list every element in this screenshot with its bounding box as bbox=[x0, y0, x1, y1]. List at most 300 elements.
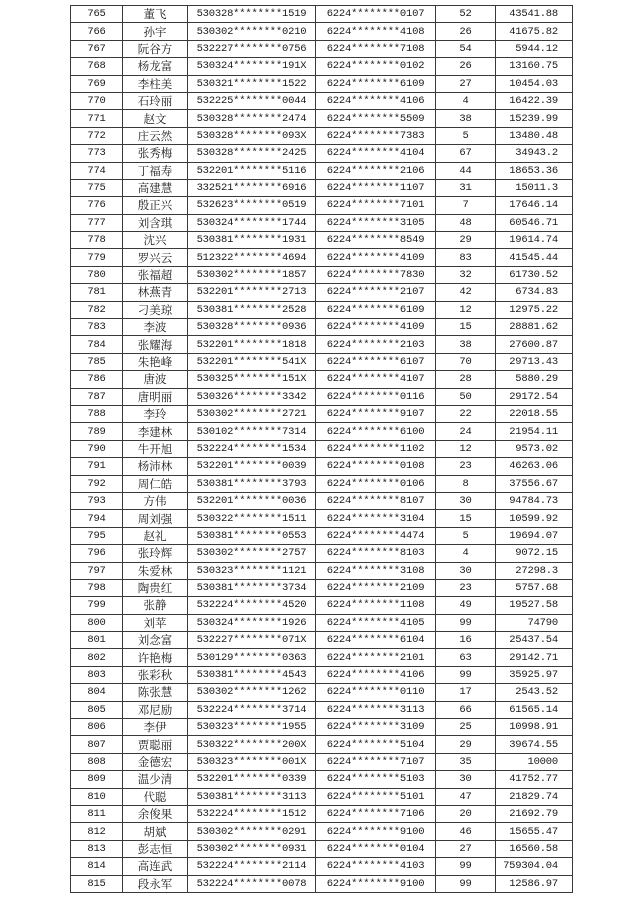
card-number-cell: 6224********2107 bbox=[316, 284, 436, 301]
table-row bbox=[71, 232, 573, 249]
id-number-cell: 530328********2425 bbox=[188, 145, 316, 162]
card-number-cell: 6224********3108 bbox=[316, 562, 436, 579]
name-cell: 彭志恒 bbox=[123, 840, 188, 857]
row-number-cell: 772 bbox=[71, 127, 123, 144]
count-cell: 42 bbox=[436, 284, 496, 301]
name-cell: 余俊果 bbox=[123, 805, 188, 822]
row-number-cell: 788 bbox=[71, 405, 123, 422]
id-number-cell: 530328********093X bbox=[188, 127, 316, 144]
card-number-cell: 6224********9100 bbox=[316, 875, 436, 892]
row-number-cell: 781 bbox=[71, 284, 123, 301]
id-number-cell: 530321********1522 bbox=[188, 75, 316, 92]
card-number-cell: 6224********6104 bbox=[316, 632, 436, 649]
amount-cell: 39674.55 bbox=[496, 736, 573, 753]
row-number-cell: 812 bbox=[71, 823, 123, 840]
table-row bbox=[71, 614, 573, 631]
amount-cell: 41752.77 bbox=[496, 771, 573, 788]
table-row bbox=[71, 388, 573, 405]
amount-cell: 29172.54 bbox=[496, 388, 573, 405]
row-number-cell: 805 bbox=[71, 701, 123, 718]
card-number-cell: 6224********3109 bbox=[316, 719, 436, 736]
amount-cell: 27600.87 bbox=[496, 336, 573, 353]
row-number-cell: 794 bbox=[71, 510, 123, 527]
amount-cell: 25437.54 bbox=[496, 632, 573, 649]
name-cell: 高建慧 bbox=[123, 179, 188, 196]
count-cell: 17 bbox=[436, 684, 496, 701]
table-row bbox=[71, 736, 573, 753]
card-number-cell: 6224********0104 bbox=[316, 840, 436, 857]
id-number-cell: 532224********3714 bbox=[188, 701, 316, 718]
row-number-cell: 771 bbox=[71, 110, 123, 127]
name-cell: 刁美琼 bbox=[123, 301, 188, 318]
row-number-cell: 790 bbox=[71, 440, 123, 457]
count-cell: 15 bbox=[436, 319, 496, 336]
row-number-cell: 808 bbox=[71, 753, 123, 770]
id-number-cell: 532201********541X bbox=[188, 353, 316, 370]
table-row bbox=[71, 666, 573, 683]
card-number-cell: 6224********0110 bbox=[316, 684, 436, 701]
count-cell: 44 bbox=[436, 162, 496, 179]
count-cell: 99 bbox=[436, 666, 496, 683]
row-number-cell: 795 bbox=[71, 527, 123, 544]
row-number-cell: 802 bbox=[71, 649, 123, 666]
row-number-cell: 787 bbox=[71, 388, 123, 405]
id-number-cell: 530323********1955 bbox=[188, 719, 316, 736]
count-cell: 8 bbox=[436, 475, 496, 492]
amount-cell: 759304.04 bbox=[496, 858, 573, 875]
amount-cell: 12975.22 bbox=[496, 301, 573, 318]
name-cell: 李建林 bbox=[123, 423, 188, 440]
row-number-cell: 801 bbox=[71, 632, 123, 649]
id-number-cell: 512322********4694 bbox=[188, 249, 316, 266]
count-cell: 46 bbox=[436, 823, 496, 840]
card-number-cell: 6224********0108 bbox=[316, 458, 436, 475]
table-row bbox=[71, 649, 573, 666]
row-number-cell: 811 bbox=[71, 805, 123, 822]
name-cell: 刘含琪 bbox=[123, 214, 188, 231]
count-cell: 22 bbox=[436, 405, 496, 422]
amount-cell: 74790 bbox=[496, 614, 573, 631]
table-row bbox=[71, 579, 573, 596]
row-number-cell: 793 bbox=[71, 492, 123, 509]
amount-cell: 21954.11 bbox=[496, 423, 573, 440]
id-number-cell: 530324********1926 bbox=[188, 614, 316, 631]
name-cell: 贾聪丽 bbox=[123, 736, 188, 753]
row-number-cell: 774 bbox=[71, 162, 123, 179]
amount-cell: 19614.74 bbox=[496, 232, 573, 249]
table-row bbox=[71, 319, 573, 336]
amount-cell: 9072.15 bbox=[496, 545, 573, 562]
row-number-cell: 775 bbox=[71, 179, 123, 196]
card-number-cell: 6224********2101 bbox=[316, 649, 436, 666]
id-number-cell: 530302********2757 bbox=[188, 545, 316, 562]
amount-cell: 15655.47 bbox=[496, 823, 573, 840]
name-cell: 张耀海 bbox=[123, 336, 188, 353]
table-row bbox=[71, 92, 573, 109]
table-row bbox=[71, 162, 573, 179]
card-number-cell: 6224********5103 bbox=[316, 771, 436, 788]
row-number-cell: 809 bbox=[71, 771, 123, 788]
card-number-cell: 6224********5104 bbox=[316, 736, 436, 753]
row-number-cell: 786 bbox=[71, 371, 123, 388]
id-number-cell: 532224********4520 bbox=[188, 597, 316, 614]
row-number-cell: 803 bbox=[71, 666, 123, 683]
card-number-cell: 6224********6107 bbox=[316, 353, 436, 370]
table-row bbox=[71, 371, 573, 388]
count-cell: 99 bbox=[436, 858, 496, 875]
count-cell: 30 bbox=[436, 562, 496, 579]
count-cell: 83 bbox=[436, 249, 496, 266]
card-number-cell: 6224********7383 bbox=[316, 127, 436, 144]
name-cell: 陶贵红 bbox=[123, 579, 188, 596]
card-number-cell: 6224********4107 bbox=[316, 371, 436, 388]
table-row bbox=[71, 458, 573, 475]
id-number-cell: 332521********6916 bbox=[188, 179, 316, 196]
id-number-cell: 532225********0044 bbox=[188, 92, 316, 109]
card-number-cell: 6224********4109 bbox=[316, 249, 436, 266]
card-number-cell: 6224********6109 bbox=[316, 75, 436, 92]
row-number-cell: 798 bbox=[71, 579, 123, 596]
row-number-cell: 814 bbox=[71, 858, 123, 875]
table-row bbox=[71, 788, 573, 805]
row-number-cell: 777 bbox=[71, 214, 123, 231]
amount-cell: 61565.14 bbox=[496, 701, 573, 718]
card-number-cell: 6224********5509 bbox=[316, 110, 436, 127]
count-cell: 5 bbox=[436, 127, 496, 144]
name-cell: 金德宏 bbox=[123, 753, 188, 770]
table-row bbox=[71, 23, 573, 40]
table-row bbox=[71, 301, 573, 318]
table-row bbox=[71, 719, 573, 736]
id-number-cell: 530322********200X bbox=[188, 736, 316, 753]
name-cell: 朱爱林 bbox=[123, 562, 188, 579]
count-cell: 38 bbox=[436, 336, 496, 353]
name-cell: 唐波 bbox=[123, 371, 188, 388]
table-row bbox=[71, 475, 573, 492]
table-row bbox=[71, 336, 573, 353]
amount-cell: 60546.71 bbox=[496, 214, 573, 231]
id-number-cell: 530129********0363 bbox=[188, 649, 316, 666]
row-number-cell: 770 bbox=[71, 92, 123, 109]
name-cell: 赵礼 bbox=[123, 527, 188, 544]
count-cell: 52 bbox=[436, 6, 496, 23]
count-cell: 5 bbox=[436, 527, 496, 544]
id-number-cell: 530381********1931 bbox=[188, 232, 316, 249]
amount-cell: 5944.12 bbox=[496, 40, 573, 57]
amount-cell: 5880.29 bbox=[496, 371, 573, 388]
row-number-cell: 776 bbox=[71, 197, 123, 214]
id-number-cell: 532201********0036 bbox=[188, 492, 316, 509]
table-row bbox=[71, 805, 573, 822]
count-cell: 24 bbox=[436, 423, 496, 440]
table-row bbox=[71, 214, 573, 231]
count-cell: 7 bbox=[436, 197, 496, 214]
name-cell: 周刘强 bbox=[123, 510, 188, 527]
table-row bbox=[71, 75, 573, 92]
row-number-cell: 799 bbox=[71, 597, 123, 614]
row-number-cell: 773 bbox=[71, 145, 123, 162]
id-number-cell: 532224********0078 bbox=[188, 875, 316, 892]
amount-cell: 6734.83 bbox=[496, 284, 573, 301]
name-cell: 李玲 bbox=[123, 405, 188, 422]
card-number-cell: 6224********8549 bbox=[316, 232, 436, 249]
id-number-cell: 532224********2114 bbox=[188, 858, 316, 875]
id-number-cell: 530381********3113 bbox=[188, 788, 316, 805]
count-cell: 16 bbox=[436, 632, 496, 649]
amount-cell: 61730.52 bbox=[496, 266, 573, 283]
row-number-cell: 769 bbox=[71, 75, 123, 92]
table-row bbox=[71, 875, 573, 892]
count-cell: 30 bbox=[436, 492, 496, 509]
name-cell: 李波 bbox=[123, 319, 188, 336]
table-row bbox=[71, 58, 573, 75]
row-number-cell: 768 bbox=[71, 58, 123, 75]
card-number-cell: 6224********4105 bbox=[316, 614, 436, 631]
name-cell: 代聪 bbox=[123, 788, 188, 805]
table-row bbox=[71, 6, 573, 23]
card-number-cell: 6224********0102 bbox=[316, 58, 436, 75]
table-row bbox=[71, 145, 573, 162]
card-number-cell: 6224********3104 bbox=[316, 510, 436, 527]
id-number-cell: 532623********0519 bbox=[188, 197, 316, 214]
id-number-cell: 530323********001X bbox=[188, 753, 316, 770]
table-row bbox=[71, 40, 573, 57]
amount-cell: 13160.75 bbox=[496, 58, 573, 75]
id-number-cell: 530324********191X bbox=[188, 58, 316, 75]
count-cell: 50 bbox=[436, 388, 496, 405]
name-cell: 方伟 bbox=[123, 492, 188, 509]
count-cell: 99 bbox=[436, 614, 496, 631]
id-number-cell: 530326********3342 bbox=[188, 388, 316, 405]
amount-cell: 12586.97 bbox=[496, 875, 573, 892]
row-number-cell: 767 bbox=[71, 40, 123, 57]
count-cell: 31 bbox=[436, 179, 496, 196]
count-cell: 27 bbox=[436, 840, 496, 857]
amount-cell: 34943.2 bbox=[496, 145, 573, 162]
card-number-cell: 6224********6100 bbox=[316, 423, 436, 440]
name-cell: 牛开旭 bbox=[123, 440, 188, 457]
amount-cell: 46263.06 bbox=[496, 458, 573, 475]
card-number-cell: 6224********7830 bbox=[316, 266, 436, 283]
row-number-cell: 807 bbox=[71, 736, 123, 753]
amount-cell: 94784.73 bbox=[496, 492, 573, 509]
card-number-cell: 6224********7106 bbox=[316, 805, 436, 822]
count-cell: 23 bbox=[436, 458, 496, 475]
amount-cell: 5757.68 bbox=[496, 579, 573, 596]
count-cell: 28 bbox=[436, 371, 496, 388]
card-number-cell: 6224********8107 bbox=[316, 492, 436, 509]
row-number-cell: 792 bbox=[71, 475, 123, 492]
table-row bbox=[71, 684, 573, 701]
card-number-cell: 6224********4109 bbox=[316, 319, 436, 336]
amount-cell: 43541.88 bbox=[496, 6, 573, 23]
id-number-cell: 532224********1534 bbox=[188, 440, 316, 457]
name-cell: 高连武 bbox=[123, 858, 188, 875]
count-cell: 67 bbox=[436, 145, 496, 162]
data-table bbox=[70, 5, 573, 893]
amount-cell: 22018.55 bbox=[496, 405, 573, 422]
amount-cell: 18653.36 bbox=[496, 162, 573, 179]
name-cell: 张玲辉 bbox=[123, 545, 188, 562]
name-cell: 丁福寿 bbox=[123, 162, 188, 179]
id-number-cell: 530323********1121 bbox=[188, 562, 316, 579]
name-cell: 陈张慧 bbox=[123, 684, 188, 701]
id-number-cell: 530302********2721 bbox=[188, 405, 316, 422]
count-cell: 23 bbox=[436, 579, 496, 596]
card-number-cell: 6224********9100 bbox=[316, 823, 436, 840]
amount-cell: 37556.67 bbox=[496, 475, 573, 492]
count-cell: 15 bbox=[436, 510, 496, 527]
card-number-cell: 6224********4103 bbox=[316, 858, 436, 875]
name-cell: 段永军 bbox=[123, 875, 188, 892]
name-cell: 张秀梅 bbox=[123, 145, 188, 162]
name-cell: 胡斌 bbox=[123, 823, 188, 840]
count-cell: 26 bbox=[436, 58, 496, 75]
card-number-cell: 6224********2109 bbox=[316, 579, 436, 596]
row-number-cell: 765 bbox=[71, 6, 123, 23]
card-number-cell: 6224********1108 bbox=[316, 597, 436, 614]
card-number-cell: 6224********0107 bbox=[316, 6, 436, 23]
id-number-cell: 532201********0039 bbox=[188, 458, 316, 475]
card-number-cell: 6224********0106 bbox=[316, 475, 436, 492]
table-row bbox=[71, 840, 573, 857]
name-cell: 邓尼励 bbox=[123, 701, 188, 718]
name-cell: 朱艳峰 bbox=[123, 353, 188, 370]
name-cell: 石玲丽 bbox=[123, 92, 188, 109]
table-row bbox=[71, 858, 573, 875]
id-number-cell: 532201********1818 bbox=[188, 336, 316, 353]
name-cell: 张彩秋 bbox=[123, 666, 188, 683]
table-row bbox=[71, 353, 573, 370]
row-number-cell: 806 bbox=[71, 719, 123, 736]
id-number-cell: 530328********2474 bbox=[188, 110, 316, 127]
card-number-cell: 6224********7107 bbox=[316, 753, 436, 770]
id-number-cell: 532201********2713 bbox=[188, 284, 316, 301]
name-cell: 张静 bbox=[123, 597, 188, 614]
card-number-cell: 6224********6109 bbox=[316, 301, 436, 318]
table-row bbox=[71, 753, 573, 770]
count-cell: 35 bbox=[436, 753, 496, 770]
count-cell: 38 bbox=[436, 110, 496, 127]
count-cell: 66 bbox=[436, 701, 496, 718]
count-cell: 99 bbox=[436, 875, 496, 892]
id-number-cell: 530302********0210 bbox=[188, 23, 316, 40]
id-number-cell: 530102********7314 bbox=[188, 423, 316, 440]
name-cell: 温少清 bbox=[123, 771, 188, 788]
row-number-cell: 815 bbox=[71, 875, 123, 892]
count-cell: 32 bbox=[436, 266, 496, 283]
name-cell: 林燕青 bbox=[123, 284, 188, 301]
id-number-cell: 532224********1512 bbox=[188, 805, 316, 822]
amount-cell: 19527.58 bbox=[496, 597, 573, 614]
id-number-cell: 532201********5116 bbox=[188, 162, 316, 179]
name-cell: 庄云然 bbox=[123, 127, 188, 144]
amount-cell: 21692.79 bbox=[496, 805, 573, 822]
amount-cell: 10000 bbox=[496, 753, 573, 770]
name-cell: 赵文 bbox=[123, 110, 188, 127]
id-number-cell: 530381********3734 bbox=[188, 579, 316, 596]
amount-cell: 29142.71 bbox=[496, 649, 573, 666]
name-cell: 刘念富 bbox=[123, 632, 188, 649]
amount-cell: 10454.03 bbox=[496, 75, 573, 92]
name-cell: 沈兴 bbox=[123, 232, 188, 249]
amount-cell: 41675.82 bbox=[496, 23, 573, 40]
card-number-cell: 6224********7101 bbox=[316, 197, 436, 214]
table-row bbox=[71, 127, 573, 144]
amount-cell: 29713.43 bbox=[496, 353, 573, 370]
card-number-cell: 6224********0116 bbox=[316, 388, 436, 405]
id-number-cell: 530322********1511 bbox=[188, 510, 316, 527]
id-number-cell: 530381********0553 bbox=[188, 527, 316, 544]
card-number-cell: 6224********3105 bbox=[316, 214, 436, 231]
row-number-cell: 785 bbox=[71, 353, 123, 370]
count-cell: 29 bbox=[436, 232, 496, 249]
count-cell: 20 bbox=[436, 805, 496, 822]
id-number-cell: 530324********1744 bbox=[188, 214, 316, 231]
count-cell: 63 bbox=[436, 649, 496, 666]
card-number-cell: 6224********4108 bbox=[316, 23, 436, 40]
name-cell: 阮谷方 bbox=[123, 40, 188, 57]
count-cell: 26 bbox=[436, 23, 496, 40]
card-number-cell: 6224********3113 bbox=[316, 701, 436, 718]
table-row bbox=[71, 527, 573, 544]
id-number-cell: 530381********3793 bbox=[188, 475, 316, 492]
name-cell: 李柱美 bbox=[123, 75, 188, 92]
card-number-cell: 6224********1107 bbox=[316, 179, 436, 196]
amount-cell: 15239.99 bbox=[496, 110, 573, 127]
amount-cell: 27298.3 bbox=[496, 562, 573, 579]
row-number-cell: 791 bbox=[71, 458, 123, 475]
amount-cell: 15011.3 bbox=[496, 179, 573, 196]
name-cell: 周仁皓 bbox=[123, 475, 188, 492]
count-cell: 4 bbox=[436, 92, 496, 109]
count-cell: 25 bbox=[436, 719, 496, 736]
amount-cell: 16560.58 bbox=[496, 840, 573, 857]
row-number-cell: 797 bbox=[71, 562, 123, 579]
id-number-cell: 532227********071X bbox=[188, 632, 316, 649]
name-cell: 唐明丽 bbox=[123, 388, 188, 405]
count-cell: 30 bbox=[436, 771, 496, 788]
name-cell: 董飞 bbox=[123, 6, 188, 23]
name-cell: 李伊 bbox=[123, 719, 188, 736]
table-row bbox=[71, 110, 573, 127]
row-number-cell: 789 bbox=[71, 423, 123, 440]
name-cell: 张福超 bbox=[123, 266, 188, 283]
amount-cell: 17646.14 bbox=[496, 197, 573, 214]
name-cell: 殷正兴 bbox=[123, 197, 188, 214]
table-body bbox=[71, 6, 573, 893]
count-cell: 48 bbox=[436, 214, 496, 231]
amount-cell: 21829.74 bbox=[496, 788, 573, 805]
row-number-cell: 800 bbox=[71, 614, 123, 631]
table-row bbox=[71, 266, 573, 283]
card-number-cell: 6224********9107 bbox=[316, 405, 436, 422]
row-number-cell: 779 bbox=[71, 249, 123, 266]
row-number-cell: 813 bbox=[71, 840, 123, 857]
amount-cell: 2543.52 bbox=[496, 684, 573, 701]
row-number-cell: 782 bbox=[71, 301, 123, 318]
card-number-cell: 6224********2103 bbox=[316, 336, 436, 353]
card-number-cell: 6224********8103 bbox=[316, 545, 436, 562]
table-row bbox=[71, 771, 573, 788]
table-row bbox=[71, 179, 573, 196]
name-cell: 许艳梅 bbox=[123, 649, 188, 666]
id-number-cell: 530328********1519 bbox=[188, 6, 316, 23]
table-row bbox=[71, 823, 573, 840]
id-number-cell: 530381********4543 bbox=[188, 666, 316, 683]
amount-cell: 9573.02 bbox=[496, 440, 573, 457]
row-number-cell: 804 bbox=[71, 684, 123, 701]
